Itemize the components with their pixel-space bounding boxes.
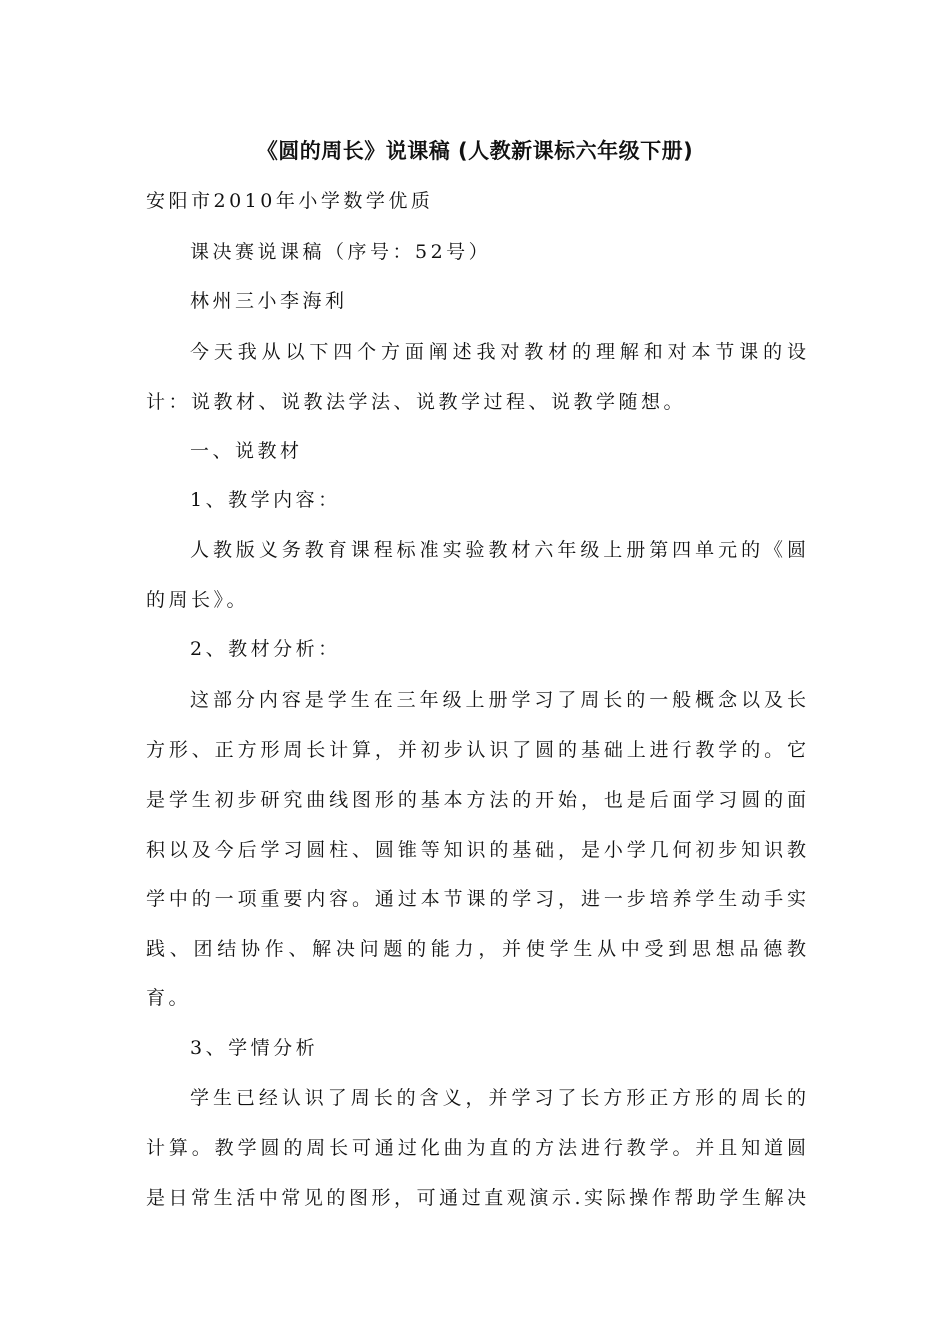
text-line: 育。 [146,987,192,1009]
text-line: 这部分内容是学生在三年级上册学习了周长的一般概念以及长 [190,689,806,711]
text-line: 学生已经认识了周长的含义，并学习了长方形正方形的周长的 [190,1087,806,1109]
text-line: 践、团结协作、解决问题的能力，并使学生从中受到思想品德教 [146,938,806,960]
text-line: 计：说教材、说教法学法、说教学过程、说教学随想。 [146,391,687,413]
text-line: 今天我从以下四个方面阐述我对教材的理解和对本节课的设 [190,341,806,363]
text-line: 方形、正方形周长计算，并初步认识了圆的基础上进行教学的。它 [146,739,806,761]
subsection-heading: 2、教材分析： [190,638,341,660]
document-title: 《圆的周长》说课稿 (人教新课标六年级下册) [256,139,694,163]
text-line: 是日常生活中常见的图形，可通过直观演示.实际操作帮助学生解决 [146,1187,806,1209]
text-line: 人教版义务教育课程标准实验教材六年级上册第四单元的《圆 [190,539,806,561]
text-line: 林州三小李海利 [190,290,348,312]
text-line: 是学生初步研究曲线图形的基本方法的开始，也是后面学习圆的面 [146,789,806,811]
subsection-heading: 3、学情分析 [190,1037,319,1059]
text-line: 积以及今后学习圆柱、圆锥等知识的基础，是小学几何初步知识教 [146,839,806,861]
text-line: 安阳市2010年小学数学优质 [146,190,434,212]
text-line: 学中的一项重要内容。通过本节课的学习，进一步培养学生动手实 [146,888,806,910]
section-heading: 一、说教材 [190,440,303,462]
text-line: 课决赛说课稿（序号：52号） [190,241,492,263]
text-line: 的周长》。 [146,589,250,611]
subsection-heading: 1、教学内容： [190,489,341,511]
text-line: 计算。教学圆的周长可通过化曲为直的方法进行教学。并且知道圆 [146,1137,806,1159]
